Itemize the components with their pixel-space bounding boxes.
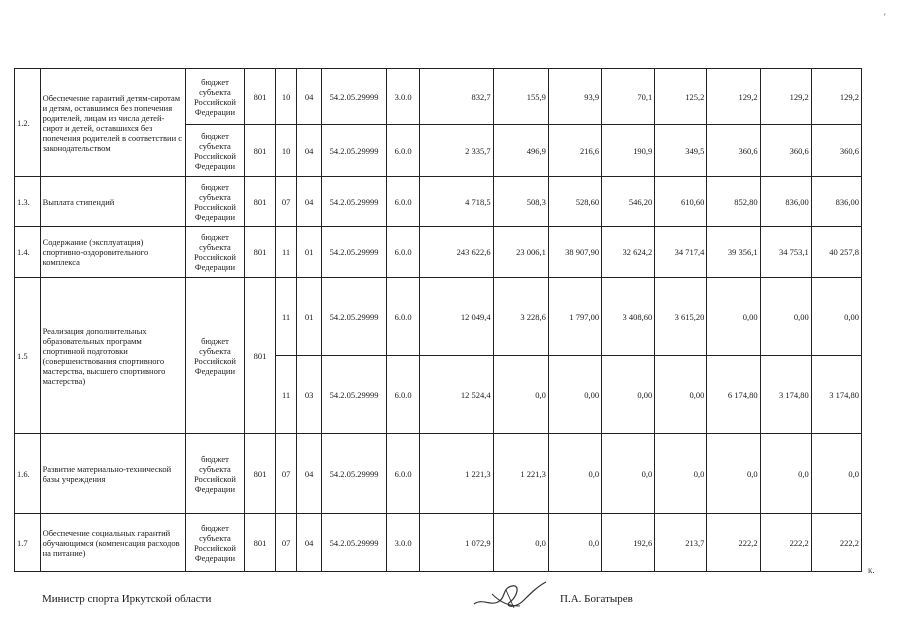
table-row [15,177,862,227]
pr-code: 03 [297,356,322,434]
vr-code: 6.0.0 [387,356,420,434]
value-year: 39 356,1 [707,227,760,278]
csr-code: 54.2.05.29999 [321,434,386,514]
rz-code: 10 [275,69,296,125]
value-total: 12 049,4 [420,278,494,356]
event-title: Выплата стипендий [40,177,185,227]
pr-code: 04 [297,125,322,177]
value-year: 190,9 [602,125,655,177]
minister-title: Министр спорта Иркутской области [42,593,212,605]
value-year: 34 753,1 [760,227,811,278]
pr-code: 04 [297,434,322,514]
value-year: 852,80 [707,177,760,227]
value-total: 4 718,5 [420,177,494,227]
funding-source: бюджет субъекта Российской Федерации [185,514,244,572]
value-year: 610,60 [655,177,707,227]
value-year: 0,0 [548,514,601,572]
row-number: 1.5 [15,278,41,434]
value-year: 0,0 [602,434,655,514]
row-number: 1.6. [15,434,41,514]
value-year: 40 257,8 [811,227,861,278]
value-year: 508,3 [493,177,548,227]
value-year: 360,6 [707,125,760,177]
value-year: 1 221,3 [493,434,548,514]
budget-table [14,68,862,572]
value-year: 222,2 [760,514,811,572]
table-row [15,434,862,514]
value-year: 222,2 [811,514,861,572]
minister-name: П.А. Богатырев [560,593,633,605]
value-year: 0,0 [707,434,760,514]
funding-source: бюджет субъекта Российской Федерации [185,434,244,514]
event-title: Развитие материально-технической базы учреждения [40,434,185,514]
value-year: 0,0 [760,434,811,514]
rz-code: 07 [275,434,296,514]
value-year: 546,20 [602,177,655,227]
row-number: 1.3. [15,177,41,227]
value-year: 70,1 [602,69,655,125]
funding-source: бюджет субъекта Российской Федерации [185,177,244,227]
value-year: 836,00 [760,177,811,227]
value-year: 125,2 [655,69,707,125]
pr-code: 04 [297,514,322,572]
event-title: Реализация дополнительных образовательных программ спортивной подготовки (совершенствования спортивного мастерства, высшего спортивного мастерства) [40,278,185,434]
csr-code: 54.2.05.29999 [321,125,386,177]
pr-code: 04 [297,177,322,227]
corner-mark: ' [884,12,886,22]
event-title: Обеспечение гарантий детям-сиротам и детям, оставшимся без попечения родителей, лицам из числа детей-сирот и детей, оставшихся без попечения родителей в соответствии с законодательством [40,69,185,177]
value-year: 0,00 [655,356,707,434]
table-row [15,278,862,356]
pr-code: 01 [297,278,322,356]
rz-code: 11 [275,356,296,434]
value-year: 3 228,6 [493,278,548,356]
value-total: 243 622,6 [420,227,494,278]
row-number: 1.4. [15,227,41,278]
rz-code: 07 [275,514,296,572]
value-year: 216,6 [548,125,601,177]
value-year: 3 174,80 [811,356,861,434]
value-total: 2 335,7 [420,125,494,177]
rz-code: 10 [275,125,296,177]
row-number: 1.2. [15,69,41,177]
vr-code: 3.0.0 [387,514,420,572]
csr-code: 54.2.05.29999 [321,356,386,434]
value-year: 129,2 [707,69,760,125]
value-year: 0,00 [811,278,861,356]
value-year: 1 797,00 [548,278,601,356]
value-total: 1 072,9 [420,514,494,572]
funding-source: бюджет субъекта Российской Федерации [185,69,244,125]
table-row [15,227,862,278]
value-year: 93,9 [548,69,601,125]
value-year: 349,5 [655,125,707,177]
value-year: 0,00 [707,278,760,356]
value-year: 3 615,20 [655,278,707,356]
value-year: 0,00 [548,356,601,434]
value-year: 129,2 [811,69,861,125]
vr-code: 6.0.0 [387,227,420,278]
grbs-code: 801 [245,434,276,514]
value-year: 0,0 [493,356,548,434]
csr-code: 54.2.05.29999 [321,69,386,125]
value-year: 32 624,2 [602,227,655,278]
pr-code: 04 [297,69,322,125]
rz-code: 11 [275,227,296,278]
row-number: 1.7 [15,514,41,572]
funding-source: бюджет субъекта Российской Федерации [185,278,244,434]
csr-code: 54.2.05.29999 [321,278,386,356]
value-total: 12 524,4 [420,356,494,434]
grbs-code: 801 [245,177,276,227]
value-year: 360,6 [760,125,811,177]
csr-code: 54.2.05.29999 [321,177,386,227]
value-total: 1 221,3 [420,434,494,514]
value-year: 155,9 [493,69,548,125]
funding-source: бюджет субъекта Российской Федерации [185,227,244,278]
value-year: 23 006,1 [493,227,548,278]
value-year: 3 408,60 [602,278,655,356]
grbs-code: 801 [245,69,276,125]
table-row [15,514,862,572]
value-year: 213,7 [655,514,707,572]
vr-code: 6.0.0 [387,125,420,177]
value-year: 222,2 [707,514,760,572]
value-year: 0,0 [655,434,707,514]
vr-code: 6.0.0 [387,177,420,227]
value-year: 34 717,4 [655,227,707,278]
value-year: 496,9 [493,125,548,177]
value-year: 0,0 [811,434,861,514]
event-title: Содержание (эксплуатация) спортивно-оздоровительного комплекса [40,227,185,278]
value-year: 0,00 [602,356,655,434]
vr-code: 6.0.0 [387,434,420,514]
value-year: 6 174,80 [707,356,760,434]
csr-code: 54.2.05.29999 [321,514,386,572]
value-year: 0,0 [548,434,601,514]
signature-image [468,576,548,616]
value-year: 528,60 [548,177,601,227]
grbs-code: 801 [245,278,276,434]
funding-source: бюджет субъекта Российской Федерации [185,125,244,177]
grbs-code: 801 [245,125,276,177]
value-year: 129,2 [760,69,811,125]
rz-code: 07 [275,177,296,227]
vr-code: 3.0.0 [387,69,420,125]
table-row [15,69,862,125]
value-year: 3 174,80 [760,356,811,434]
pr-code: 01 [297,227,322,278]
event-title: Обеспечение социальных гарантий обучающимся (компенсация расходов на питание) [40,514,185,572]
rz-code: 11 [275,278,296,356]
value-year: 360,6 [811,125,861,177]
value-year: 0,0 [493,514,548,572]
value-year: 38 907,90 [548,227,601,278]
value-year: 0,00 [760,278,811,356]
csr-code: 54.2.05.29999 [321,227,386,278]
vr-code: 6.0.0 [387,278,420,356]
edge-mark: к. [868,565,875,575]
value-total: 832,7 [420,69,494,125]
grbs-code: 801 [245,227,276,278]
grbs-code: 801 [245,514,276,572]
value-year: 192,6 [602,514,655,572]
value-year: 836,00 [811,177,861,227]
